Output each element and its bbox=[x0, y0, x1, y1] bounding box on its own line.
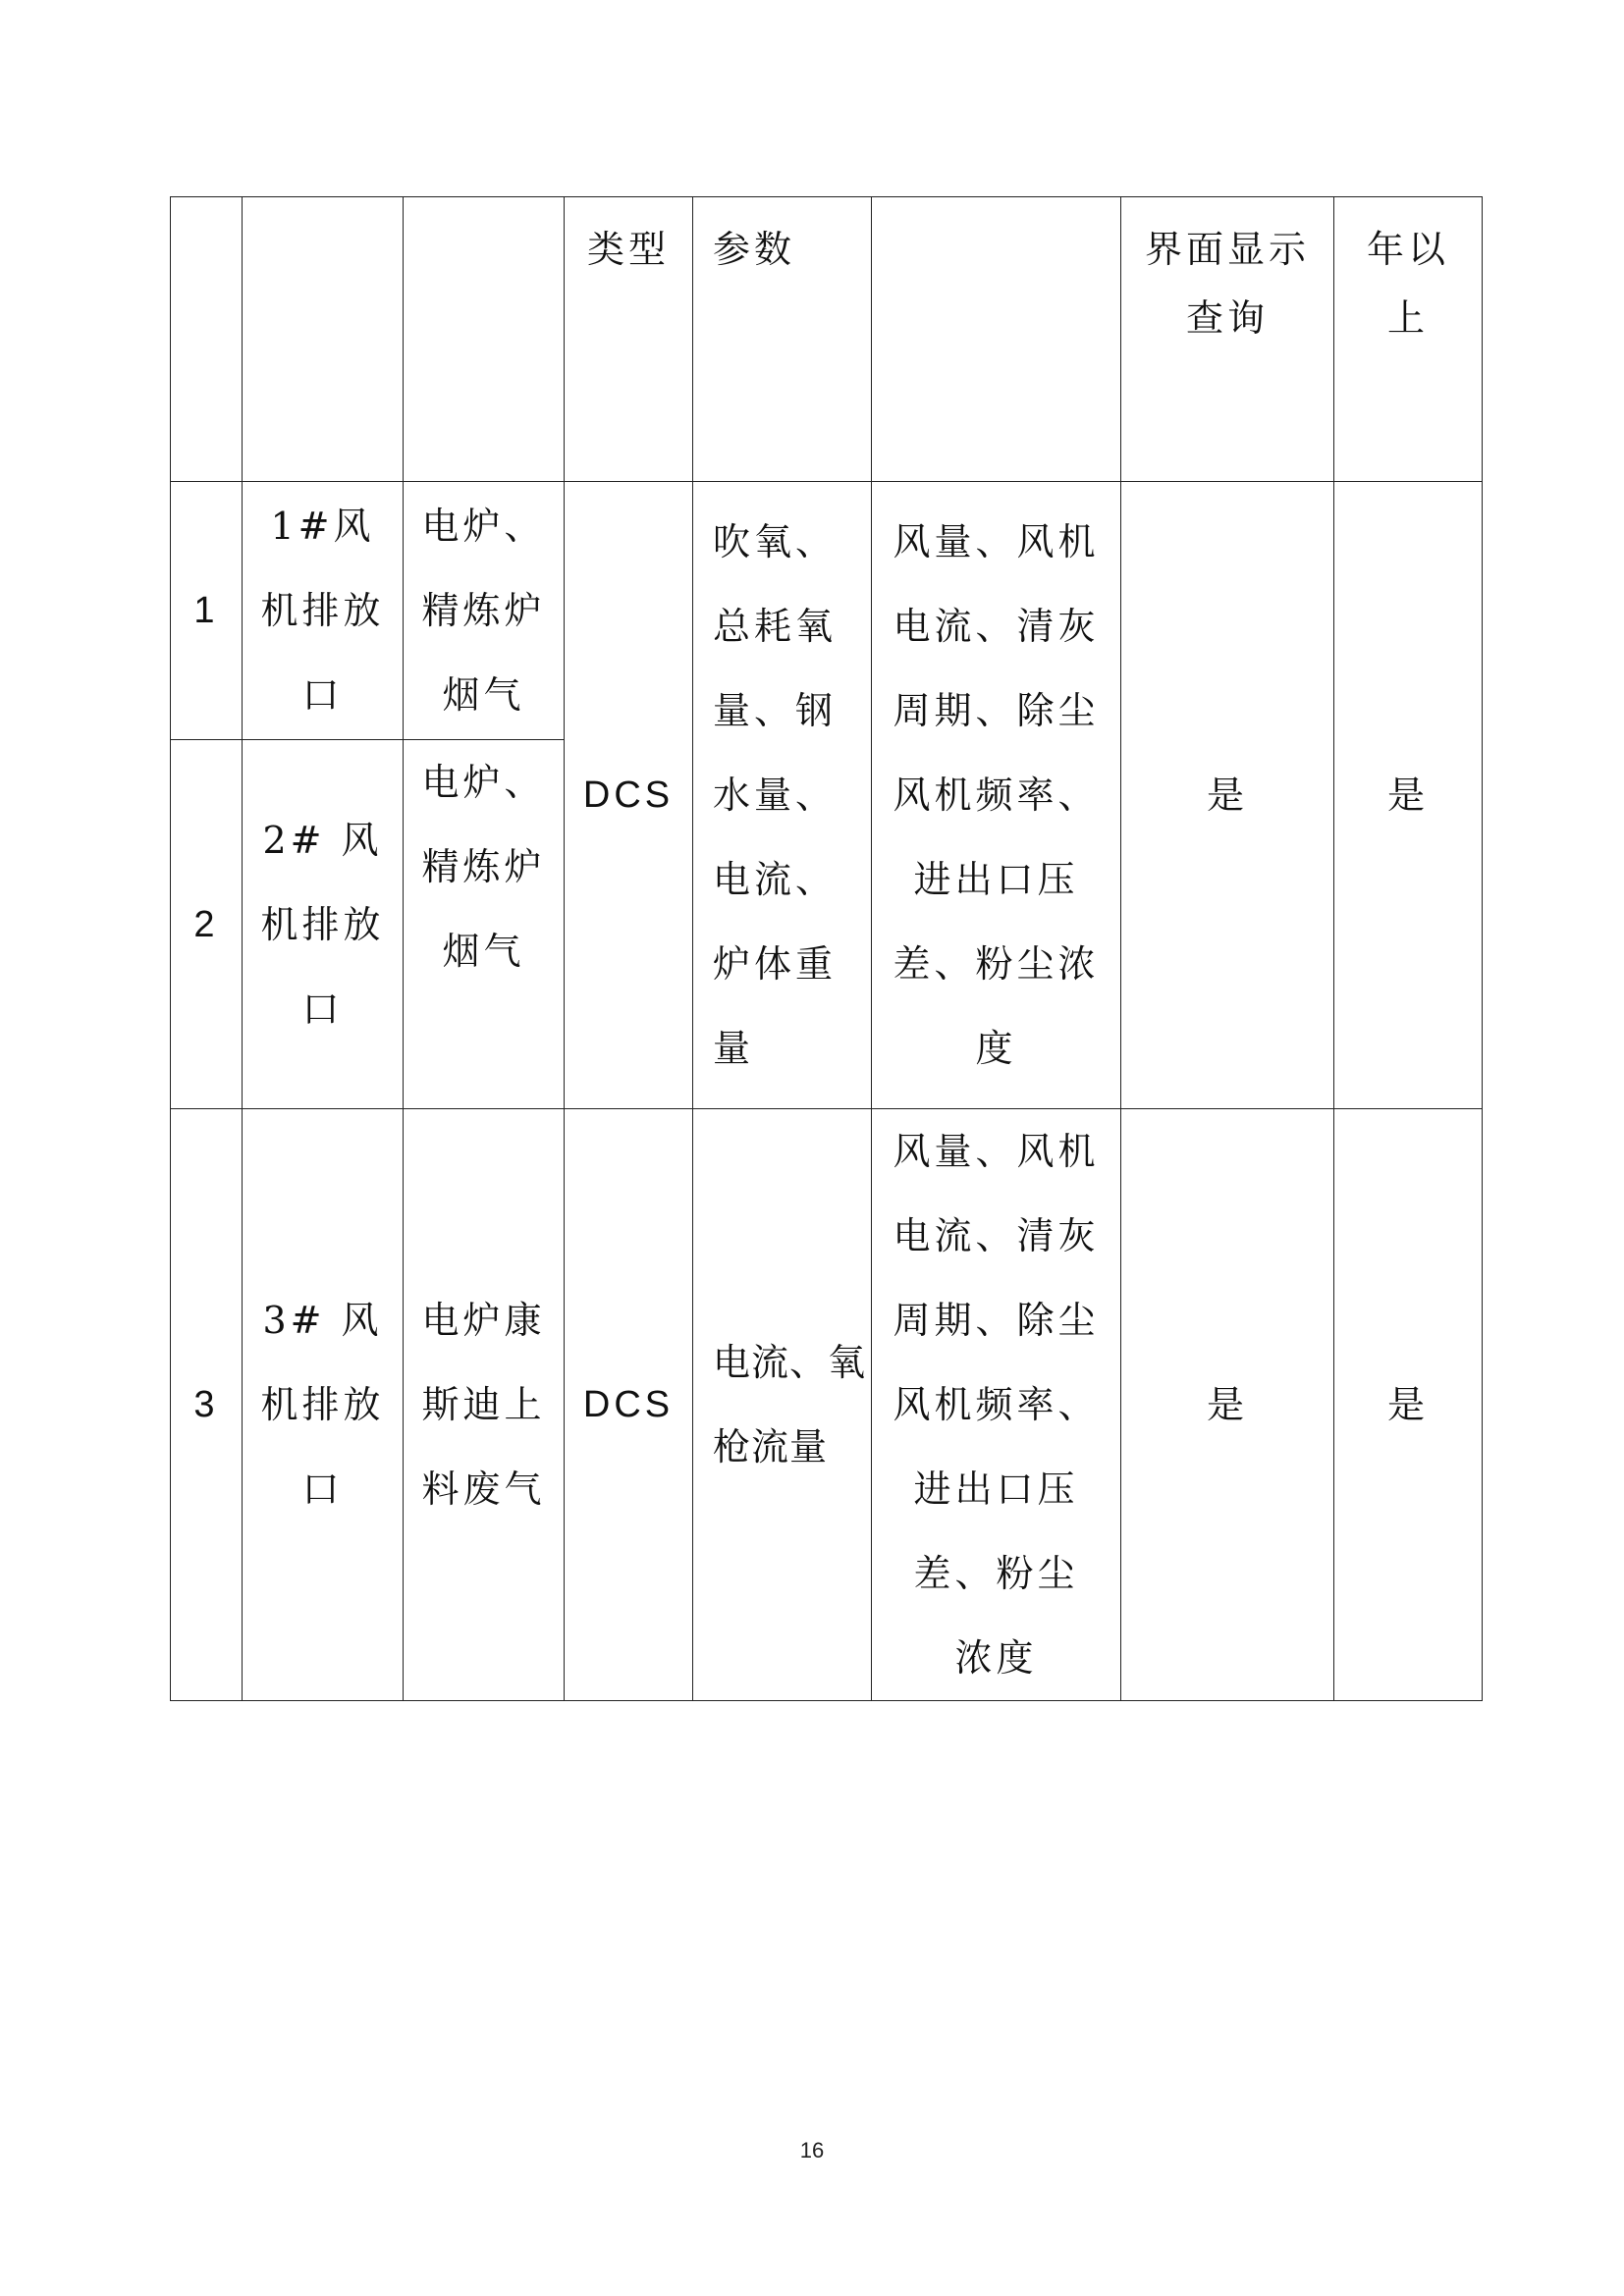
header-cell-years: 年以 上 bbox=[1334, 197, 1483, 482]
table-header-row bbox=[171, 197, 1483, 482]
emission-source: 电炉、 精炼炉 烟气 bbox=[404, 740, 565, 1109]
outlet-name: 2# 风 机排放 口 bbox=[243, 740, 404, 1109]
header-cell-type: 类型 bbox=[565, 197, 693, 482]
outlet-name: 1#风 机排放 口 bbox=[243, 482, 404, 740]
table-row bbox=[171, 482, 1483, 740]
header-cell-2 bbox=[243, 197, 404, 482]
header-cell-params: 参数 bbox=[693, 197, 872, 482]
system-type: DCS bbox=[565, 1109, 693, 1701]
display-query-value: 是 bbox=[1121, 1109, 1334, 1701]
process-params: 吹氧、 总耗氧 量、钢 水量、 电流、 炉体重 量 bbox=[693, 482, 872, 1109]
header-cell-1 bbox=[171, 197, 243, 482]
header-cell-6 bbox=[872, 197, 1121, 482]
emission-source: 电炉、 精炼炉 烟气 bbox=[404, 482, 565, 740]
table-row bbox=[171, 1109, 1483, 1701]
display-query-value: 是 bbox=[1121, 482, 1334, 1109]
env-params: 风量、风机 电流、清灰 周期、除尘 风机频率、 进出口压 差、粉尘浓 度 bbox=[872, 482, 1121, 1109]
row-index: 1 bbox=[171, 482, 243, 740]
page-number: 16 bbox=[799, 2138, 825, 2163]
retention-value: 是 bbox=[1334, 482, 1483, 1109]
header-cell-3 bbox=[404, 197, 565, 482]
monitoring-table bbox=[170, 196, 1483, 1701]
system-type: DCS bbox=[565, 482, 693, 1109]
outlet-name: 3# 风 机排放 口 bbox=[243, 1109, 404, 1701]
row-index: 2 bbox=[171, 740, 243, 1109]
row-index: 3 bbox=[171, 1109, 243, 1701]
emission-source: 电炉康 斯迪上 料废气 bbox=[404, 1109, 565, 1701]
env-params: 风量、风机 电流、清灰 周期、除尘 风机频率、 进出口压 差、粉尘 浓度 bbox=[872, 1109, 1121, 1701]
retention-value: 是 bbox=[1334, 1109, 1483, 1701]
header-cell-display-query: 界面显示 查询 bbox=[1121, 197, 1334, 482]
process-params: 电流、氧 枪流量 bbox=[693, 1109, 872, 1701]
